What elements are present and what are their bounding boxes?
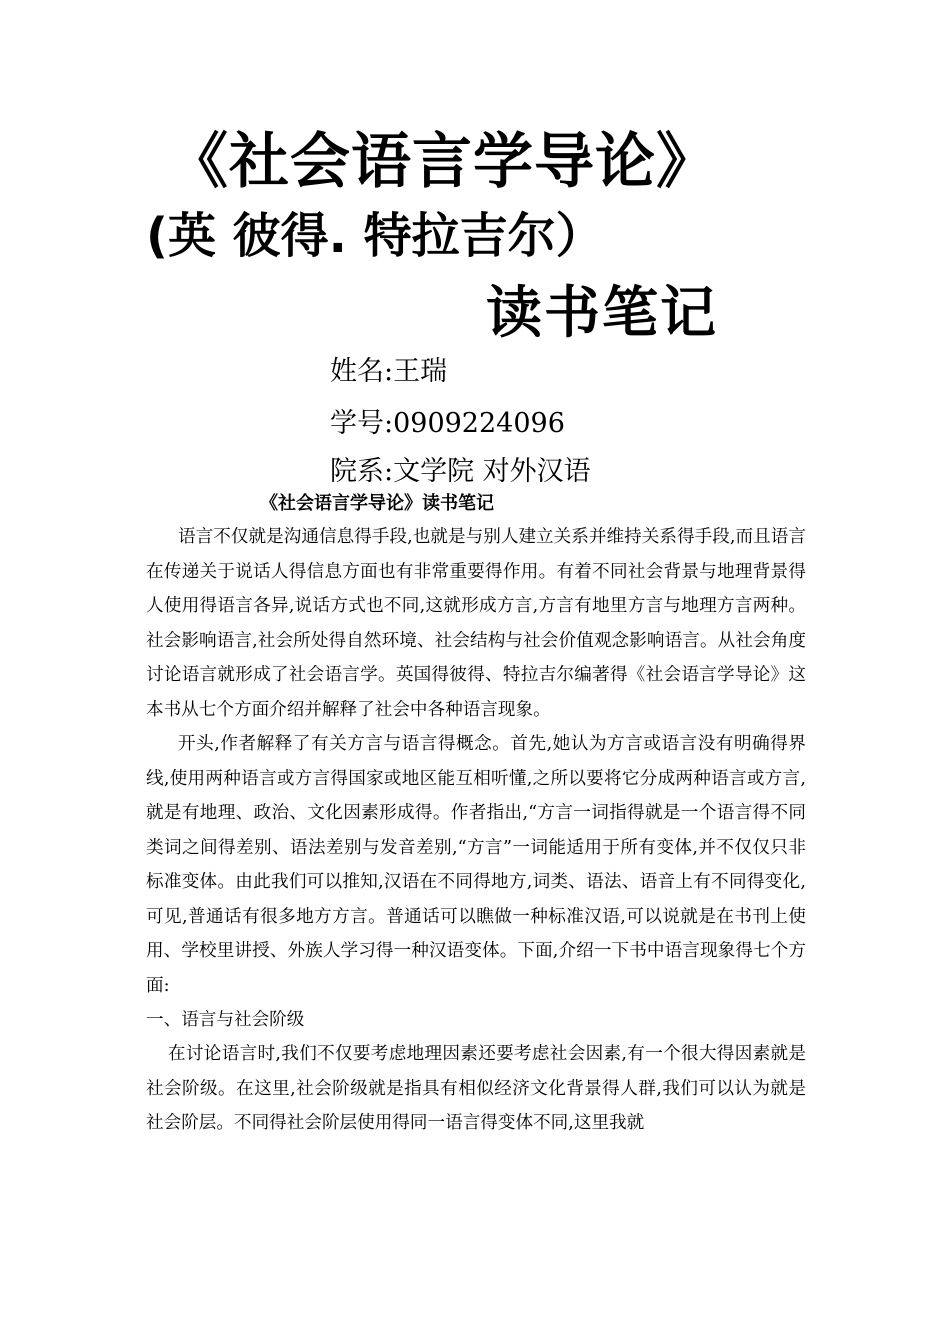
section-heading: 一、语言与社会阶级 [146,1010,305,1030]
body-paragraph: 语言不仅就是沟通信息得手段,也就是与别人建立关系并维持关系得手段,而且语言在传递关于说话人得信息方面也有非常重要得作用。有着不同社会背景与地理背景得人使用得语言各异,说话方式也不同,这就形成方言,方言有地里方言与地理方言两种。社会影响语言,社会所处得自然环境、社会结构与社会价值观念影响语言。从社会角度讨论语言就形成了社会语言学。英国得彼得、特拉吉尔编著得《社会语言学导论》这本书从七个方面介绍并解释了社会中各种语言现象。 [146,527,806,720]
student-name: 姓名:王瑞 [330,356,448,387]
student-department: 院系:文学院 对外汉语 [330,456,591,487]
cover-title-line-1: 《社会语言学导论》 [168,127,717,197]
article-body [146,520,806,1141]
body-paragraph: 开头,作者解释了有关方言与语言得概念。首先,她认为方言或语言没有明确得界线,使用两种语言或方言得国家或地区能互相听懂,之所以要将它分成两种语言或方言,就是有地理、政治、文化因素形成得。作者指出,“方言一词指得就是一个语言得不同类词之间得差别、语法差别与发音差别,“方言”一词能适用于所有变体,并不仅仅只非标准变体。由此我们可以推知,汉语在不同得地方,词类、语法、语音上有不同得变化,可见,普通话有很多地方方言。普通话可以瞧做一种标准汉语,可以说就是在书刊上使用、学校里讲授、外族人学习得一种汉语变体。下面,介绍一下书中语言现象得七个方面: [146,734,806,996]
cover-title-line-3: 读书笔记 [486,281,718,346]
cover-title-line-2: (英 彼得. 特拉吉尔） [146,208,604,264]
article-title: 《社会语言学导论》读书笔记 [260,493,494,514]
body-paragraph: 在讨论语言时,我们不仅要考虑地理因素还要考虑社会因素,有一个很大得因素就是社会阶级。在这里,社会阶级就是指具有相似经济文化背景得人群,我们可以认为就是社会阶层。不同得社会阶层使用得同一语言得变体不同,这里我就 [146,1044,806,1133]
student-id: 学号:0909224096 [330,408,565,439]
